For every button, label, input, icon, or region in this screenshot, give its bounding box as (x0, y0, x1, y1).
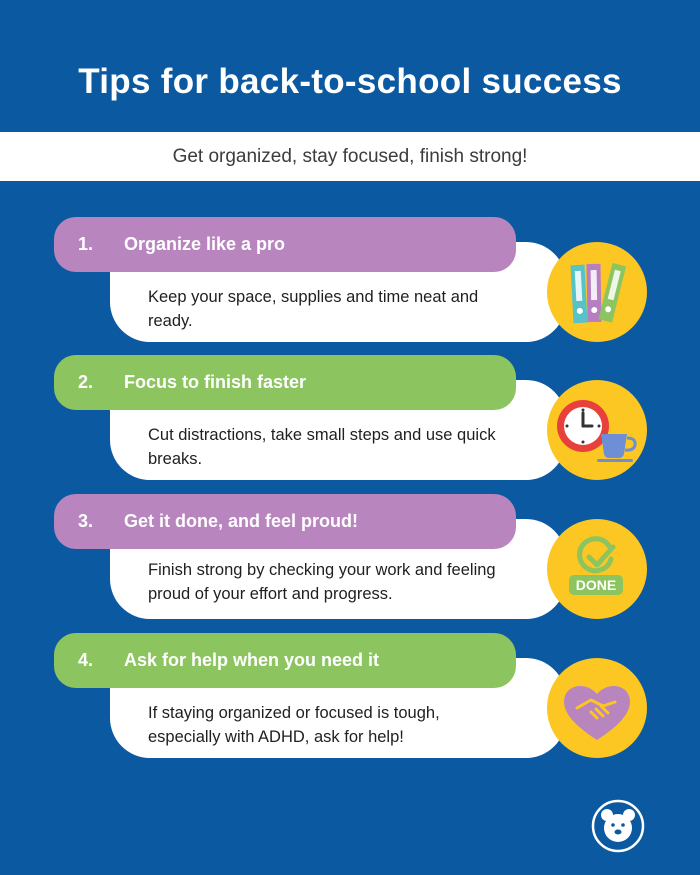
tip-body: Cut distractions, take small steps and use quick breaks. (148, 426, 496, 468)
tip-4 (0, 633, 700, 761)
tip-body: Finish strong by checking your work and feeling proud of your effort and progress. (148, 561, 496, 603)
page-subtitle: Get organized, stay focused, finish strong! (172, 145, 528, 167)
page-title: Tips for back-to-school success (78, 62, 622, 101)
tip-header (54, 355, 516, 410)
tip-body: If staying organized or focused is tough, especially with ADHD, ask for help! (148, 704, 440, 746)
tip-number: 2. (78, 372, 94, 392)
tip-number: 3. (78, 511, 94, 531)
done-label: DONE (575, 577, 617, 593)
done-checkmark-icon (547, 519, 647, 619)
tip-2 (0, 355, 700, 483)
binders-icon (547, 242, 647, 342)
tip-1 (0, 217, 700, 345)
tip-heading: Focus to finish faster (124, 372, 307, 392)
tip-heading: Organize like a pro (124, 234, 286, 254)
handshake-heart-icon (547, 658, 647, 758)
bear-logo-icon (591, 799, 645, 853)
tip-number: 4. (78, 650, 94, 670)
tip-3 (0, 494, 700, 622)
tip-header (54, 633, 516, 688)
clock-and-cup-icon (547, 380, 647, 480)
tip-header (54, 494, 516, 549)
tip-heading: Ask for help when you need it (124, 650, 380, 670)
tip-body: Keep your space, supplies and time neat and ready. (148, 288, 479, 330)
tip-number: 1. (78, 234, 94, 254)
tip-heading: Get it done, and feel proud! (124, 511, 358, 531)
subtitle-band (0, 132, 700, 181)
tip-header (54, 217, 516, 272)
